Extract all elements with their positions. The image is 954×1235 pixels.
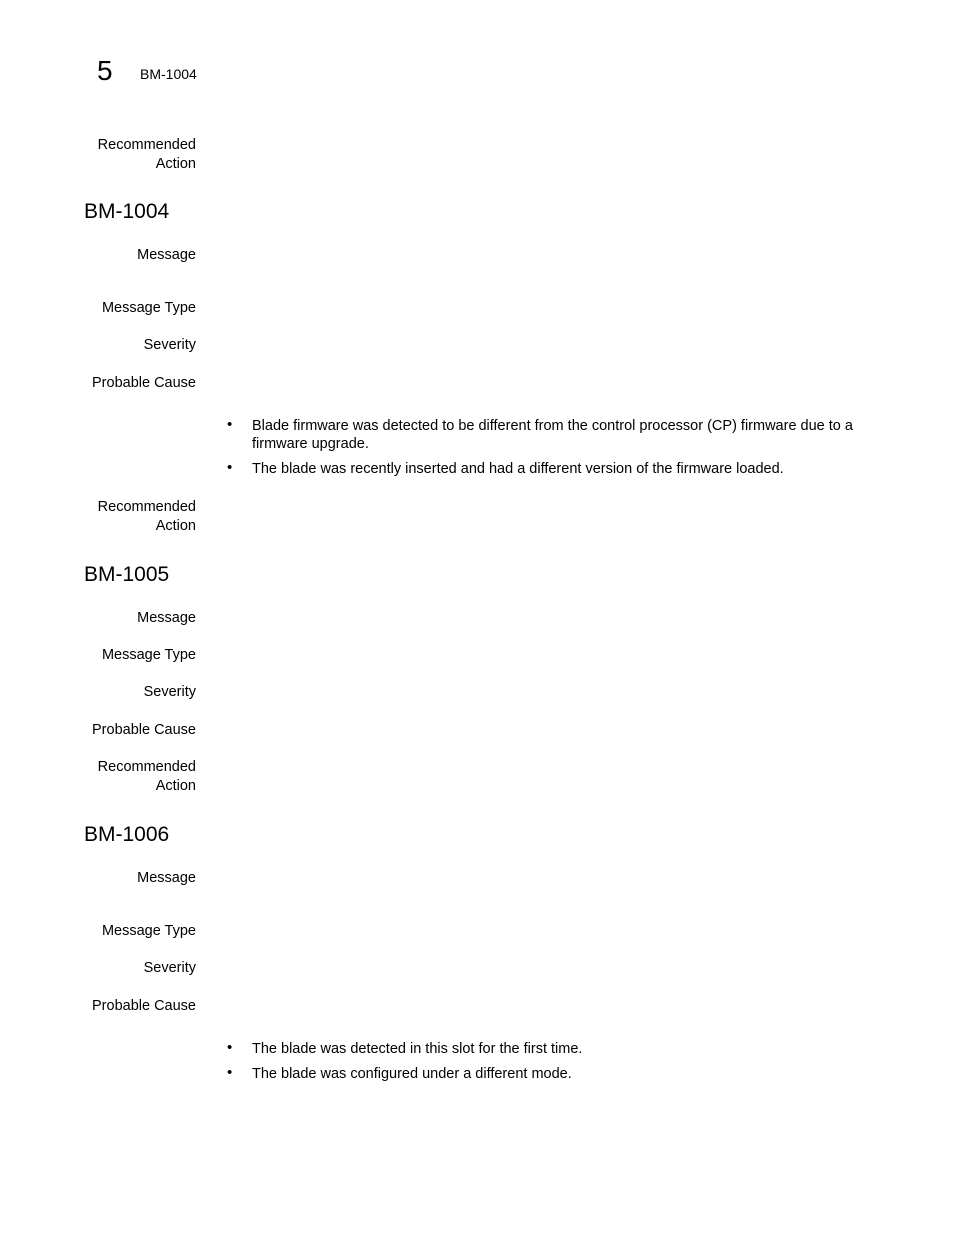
bullet-icon: • xyxy=(227,1039,233,1056)
list-item xyxy=(226,1065,876,1083)
recommended-action-label-line2: Action xyxy=(155,156,196,172)
severity-label: Severity xyxy=(143,337,196,353)
message-type-label: Message Type xyxy=(101,300,196,316)
recommended-action-label-line1: Recommended xyxy=(97,137,196,153)
probable-cause-label: Probable Cause xyxy=(92,998,196,1014)
severity-label: Severity xyxy=(143,684,196,700)
probable-cause-list xyxy=(226,1040,876,1090)
recommended-action-label xyxy=(56,136,196,174)
recommended-action-label-line2: Action xyxy=(155,778,196,794)
list-item-text: The blade was recently inserted and had a different version of the firmware loaded. xyxy=(252,461,784,477)
bullet-icon: • xyxy=(227,416,233,433)
list-item-text: The blade was detected in this slot for the first time. xyxy=(252,1041,583,1057)
recommended-action-label xyxy=(56,758,196,796)
recommended-action-label-line1: Recommended xyxy=(97,759,196,775)
chapter-number: 5 xyxy=(97,55,113,86)
probable-cause-label: Probable Cause xyxy=(92,722,196,738)
recommended-action-label-line1: Recommended xyxy=(97,499,196,515)
list-item xyxy=(226,460,876,478)
list-item xyxy=(226,1040,876,1058)
message-label: Message xyxy=(137,870,196,886)
running-title: BM-1004 xyxy=(140,66,197,82)
section-heading-bm-1004: BM-1004 xyxy=(84,200,170,223)
list-item xyxy=(226,417,876,453)
message-type-label: Message Type xyxy=(101,647,196,663)
probable-cause-list xyxy=(226,417,876,485)
section-heading-bm-1006: BM-1006 xyxy=(84,823,170,846)
list-item-text: The blade was configured under a different mode. xyxy=(252,1066,572,1082)
recommended-action-label-line2: Action xyxy=(155,518,196,534)
recommended-action-label xyxy=(56,498,196,536)
severity-label: Severity xyxy=(143,960,196,976)
bullet-icon: • xyxy=(227,459,233,476)
probable-cause-label: Probable Cause xyxy=(92,375,196,391)
bullet-icon: • xyxy=(227,1064,233,1081)
list-item-text: Blade firmware was detected to be different from the control processor (CP) firmware due to a firmware upgrade. xyxy=(252,418,853,452)
section-heading-bm-1005: BM-1005 xyxy=(84,563,170,586)
message-type-label: Message Type xyxy=(101,923,196,939)
message-label: Message xyxy=(137,247,196,263)
message-label: Message xyxy=(137,610,196,626)
